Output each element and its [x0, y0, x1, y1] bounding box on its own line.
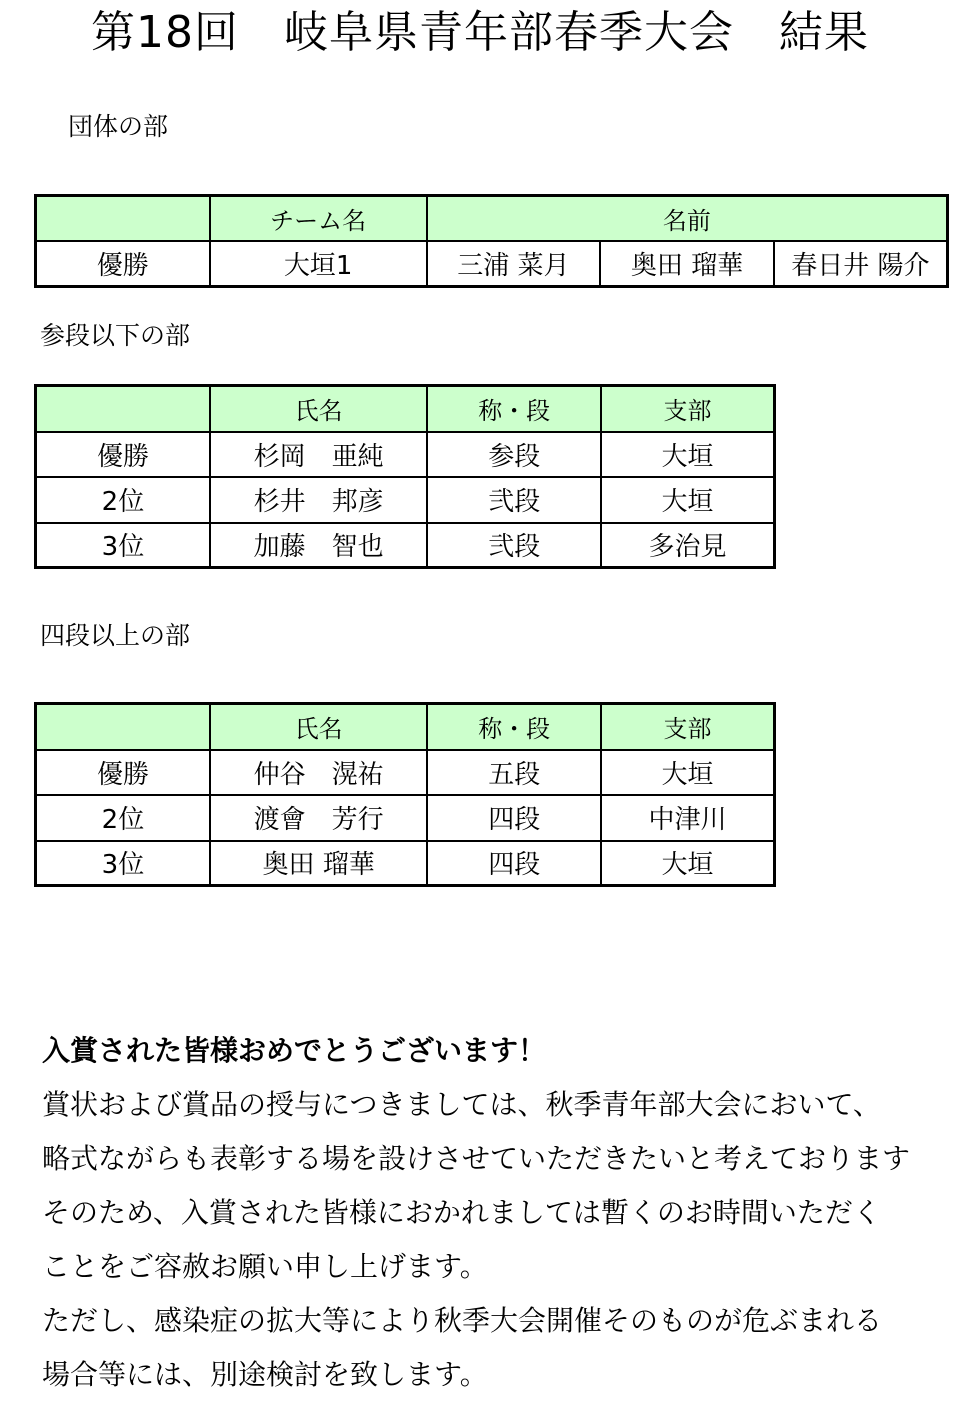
- header-cell: 称・段: [427, 386, 600, 432]
- upper-section-label: 四段以上の部: [40, 621, 191, 650]
- rank-cell: 優勝: [36, 750, 210, 795]
- table-header-row: [36, 386, 775, 432]
- lower-section-label: 参段以下の部: [40, 321, 191, 350]
- header-cell: 支部: [601, 704, 775, 750]
- team-name-cell: 大垣1: [210, 241, 427, 287]
- dan-cell: 弐段: [427, 477, 600, 523]
- header-cell: 称・段: [427, 704, 600, 750]
- table-row: [36, 477, 775, 523]
- name-cell: 渡會 芳行: [210, 795, 428, 841]
- header-cell: [36, 196, 210, 241]
- name-cell: 加藤 智也: [210, 523, 428, 568]
- dan-cell: 四段: [427, 841, 600, 886]
- header-cell: [36, 386, 210, 432]
- header-cell: 氏名: [210, 704, 428, 750]
- notice-line: 略式ながらも表彰する場を設けさせていただきたいと考えております: [42, 1142, 911, 1175]
- member-cell: 三浦 菜月: [427, 241, 601, 287]
- rank-cell: 3位: [36, 523, 210, 568]
- branch-cell: 大垣: [601, 841, 775, 886]
- table-header-row: [36, 196, 948, 241]
- branch-cell: 大垣: [601, 432, 775, 477]
- header-cell: [36, 704, 210, 750]
- page-title: 第18回 岐阜県青年部春季大会 結果: [91, 7, 869, 58]
- table-header-row: [36, 704, 775, 750]
- dan-cell: 五段: [427, 750, 600, 795]
- notice-line: 賞状および賞品の授与につきましては、秋季青年部大会において、: [42, 1088, 881, 1121]
- table-row: [36, 750, 775, 795]
- branch-cell: 大垣: [601, 477, 775, 523]
- branch-cell: 大垣: [601, 750, 775, 795]
- name-cell: 仲谷 滉祐: [210, 750, 428, 795]
- notice-line: ただし、感染症の拡大等により秋季大会開催そのものが危ぶまれる: [42, 1304, 883, 1337]
- rank-cell: 3位: [36, 841, 210, 886]
- dan-cell: 四段: [427, 795, 600, 841]
- name-cell: 杉井 邦彦: [210, 477, 428, 523]
- notice-line: 場合等には、別途検討を致します。: [42, 1358, 488, 1391]
- table-row: [36, 432, 775, 477]
- notice-line: そのため、入賞された皆様におかれましては暫くのお時間いただく: [42, 1196, 881, 1229]
- upper-results-table: [34, 702, 776, 887]
- name-cell: 奥田 瑠華: [210, 841, 428, 886]
- dan-cell: 弐段: [427, 523, 600, 568]
- rank-cell: 優勝: [36, 241, 210, 287]
- name-cell: 杉岡 亜純: [210, 432, 428, 477]
- member-cell: 奥田 瑠華: [600, 241, 774, 287]
- notice-line: ことをご容赦お願い申し上げます。: [42, 1250, 488, 1283]
- rank-cell: 2位: [36, 795, 210, 841]
- branch-cell: 多治見: [601, 523, 775, 568]
- dan-cell: 参段: [427, 432, 600, 477]
- header-cell: 氏名: [210, 386, 428, 432]
- member-cell: 春日井 陽介: [774, 241, 948, 287]
- header-cell: 支部: [601, 386, 775, 432]
- header-cell: 名前: [427, 196, 948, 241]
- team-section-label: 団体の部: [68, 112, 169, 141]
- table-row: [36, 795, 775, 841]
- table-row: [36, 241, 948, 287]
- notice-block: [42, 1024, 957, 1402]
- team-results-table: [34, 194, 949, 288]
- header-cell: チーム名: [210, 196, 427, 241]
- branch-cell: 中津川: [601, 795, 775, 841]
- notice-heading: 入賞された皆様おめでとうございます！: [42, 1034, 547, 1067]
- rank-cell: 優勝: [36, 432, 210, 477]
- table-row: [36, 523, 775, 568]
- table-row: [36, 841, 775, 886]
- rank-cell: 2位: [36, 477, 210, 523]
- lower-results-table: [34, 384, 776, 569]
